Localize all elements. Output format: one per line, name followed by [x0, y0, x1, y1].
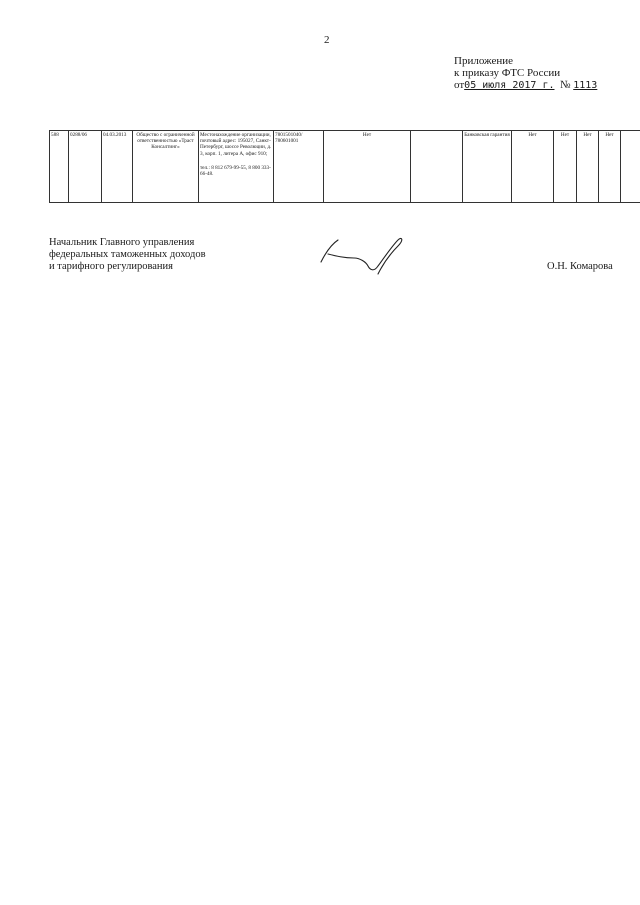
signer-name: О.Н. Комарова [547, 261, 613, 272]
order-date: 05 июля 2017 г. [464, 80, 555, 91]
table-row [50, 131, 640, 203]
cell-security: Банковская гарантия [463, 131, 512, 203]
appendix-order: к приказу ФТС России [454, 67, 561, 79]
appendix-header [454, 55, 597, 92]
cell-reg-number: 0288/06 [69, 131, 102, 203]
cell-date: 04.03.2013 [102, 131, 133, 203]
cell-col9 [411, 131, 463, 203]
cell-col8: Нет [324, 131, 411, 203]
order-number: 1113 [573, 80, 598, 91]
appendix-order-line [454, 79, 597, 92]
appendix-title: Приложение [454, 55, 514, 67]
position-line-1: Начальник Главного управления [49, 237, 195, 248]
registry-table [49, 130, 640, 203]
signatory-position [49, 237, 206, 273]
position-line-2: федеральных таможенных доходов [49, 249, 206, 260]
cell-col12: Нет [512, 131, 554, 203]
cell-name: Общество с ограниченной ответственностью «Траст Консалтинг» [133, 131, 199, 203]
handwritten-signature [318, 232, 408, 277]
cell-address [199, 131, 274, 203]
page-number: 2 [324, 34, 330, 46]
position-line-3: и тарифного регулирования [49, 261, 173, 272]
cell-seq: 588 [50, 131, 69, 203]
cell-col13: Нет [554, 131, 577, 203]
cell-col10 [621, 131, 640, 203]
date-prefix: от [454, 79, 465, 91]
cell-inn-kpp: 7801501040/ 780601001 [274, 131, 324, 203]
cell-col15: Нет [599, 131, 621, 203]
cell-col14: Нет [577, 131, 599, 203]
address-text: Местонахождение организации, почтовый адрес: 195027, Санкт-Петербург, шоссе Революции, д. 3, корп. 1, литера А, офис 910; [200, 132, 272, 157]
phones-text: тел.: 8 812 679-99-55, 8 800 333-66-48. [200, 164, 271, 178]
number-prefix: № [559, 79, 571, 91]
